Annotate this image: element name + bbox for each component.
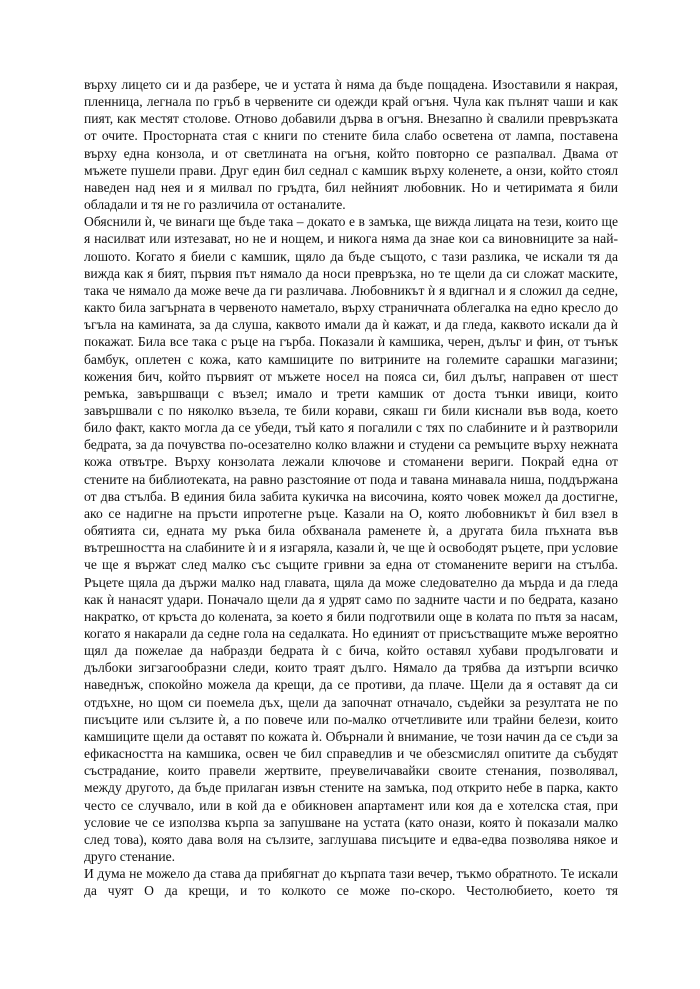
document-page xyxy=(84,76,618,900)
paragraph-1: върху лицето си и да разбере, че и устата ѝ няма да бъде пощадена. Изоставили я накрая, пленница, легнала по гръб в червените си одежди край огъня. Чула как пълнят чаши и как пият, как местят столове. Отново добавили дърва в огъня. Внезапно ѝ свалили превръзката от очите. Просторната стая с книги по стените била слабо осветена от лампа, поставена върху една конзола, и от светлината на огъня, който повторно се разпалвал. Двама от мъжете пушели прави. Друг един бил седнал с камшик върху коленете, а онзи, който стоял наведен над нея и я милвал по гръдта, бил нейният любовник. Но и четиримата я били обладали и тя не го различила от останалите. xyxy=(84,77,618,213)
paragraph-3: И дума не можело да става да прибягнат до кърпата тази вечер, тъкмо обратното. Те искали да чуят О да крещи, и то колкото се може по-скоро. Честолюбието, което тя xyxy=(84,866,618,899)
paragraph-2: Обяснили ѝ, че винаги ще бъде така – докато е в замъка, ще вижда лицата на тези, които ще я насилват или изтезават, но не и нощем, и никога няма да знае кои са виновниците за най-лошото. Когато я биели с камшик, щяло да бъде същото, с тази разлика, че искали тя да вижда как я бият, първия път нямало да носи превръзка, но те щели да си сложат маските, така че нямало да може вече да ги различава. Любовникът ѝ я вдигнал и я сложил да седне, както била загърната в червеното наметало, върху страничната облегалка на едно кресло до ъгъла на камината, за да слуша, каквото имали да ѝ кажат, и да гледа, каквото искали да ѝ покажат. Била все така с ръце на гърба. Показали ѝ камшика, черен, дълъг и фин, от тънък бамбук, оплетен с кожа, като камшиците по витрините на големите сарашки магазини; кожения бич, който първият от мъжете носел на пояса си, бил дълъг, направен от шест ремъка, завършващи с възел; имало и трети камшик от доста тънки ивици, които завършвали с по няколко възела, те били корави, сякаш ги били киснали във вода, което било факт, както могла да се убеди, тъй като я погалили с тях по слабините и ѝ разтворили бедрата, за да почувства по-осезателно колко влажни и студени са ремъците върху нежната кожа отвътре. Върху конзолата лежали ключове и стоманени вериги. Покрай една от стените на библиотеката, на равно разстояние от пода и тавана минавала ниша, поддържана от два стълба. В единия била забита кукичка на височина, която човек можел да достигне, ако се надигне на пръсти ипротегне ръце. Казали на О, която любовникът ѝ бил взел в обятията си, едната му ръка била обхванала раменете ѝ, а другата била пъхната във вътрешността на слабините ѝ и я изгаряла, казали ѝ, че ще ѝ освободят ръцете, при условие че ще я вържат след малко със същите гривни за една от стоманените вериги на стълба. Ръцете щяла да държи малко над главата, щяла да може следователно да мърда и да гледа как ѝ нанасят удари. Поначало щели да я удрят само по задните части и по бедрата, казано накратко, от кръста до колената, за което я били подготвили още в колата по пътя за насам, когато я накарали да седне гола на седалката. Но единият от присъстващите мъже вероятно щял да пожелае да набразди бедрата ѝ с бича, който оставял хубави продълговати и дълбоки зигзагообразни следи, които траят дълго. Нямало да трябва да изтърпи всичко наведнъж, спокойно можела да крещи, да се противи, да плаче. Щели да я оставят да си отдъхне, но щом си поемела дъх, щели да започнат отначало, съдейки за резултата не по писъците или сълзите ѝ, а по повече или по-малко отчетливите или трайни белези, които камшиците щели да оставят по кожата ѝ. Обърнали ѝ внимание, че този начин да се съди за ефикасността на камшика, освен че бил справедлив и че обезсмислял опитите да събудят състрадание, които правели жертвите, преувеличавайки своите стенания, позволявал, между другото, да бъде прилаган извън стените на замъка, под открито небе в парка, както често се случвало, или в кой да е обикновен апартамент или коя да е хотелска стая, при условие че се използва кърпа за запушване на устата (като онази, която ѝ показали малко след това), която дава воля на сълзите, заглушава писъците и едва-едва позволява някое и друго стенание. xyxy=(84,214,618,865)
